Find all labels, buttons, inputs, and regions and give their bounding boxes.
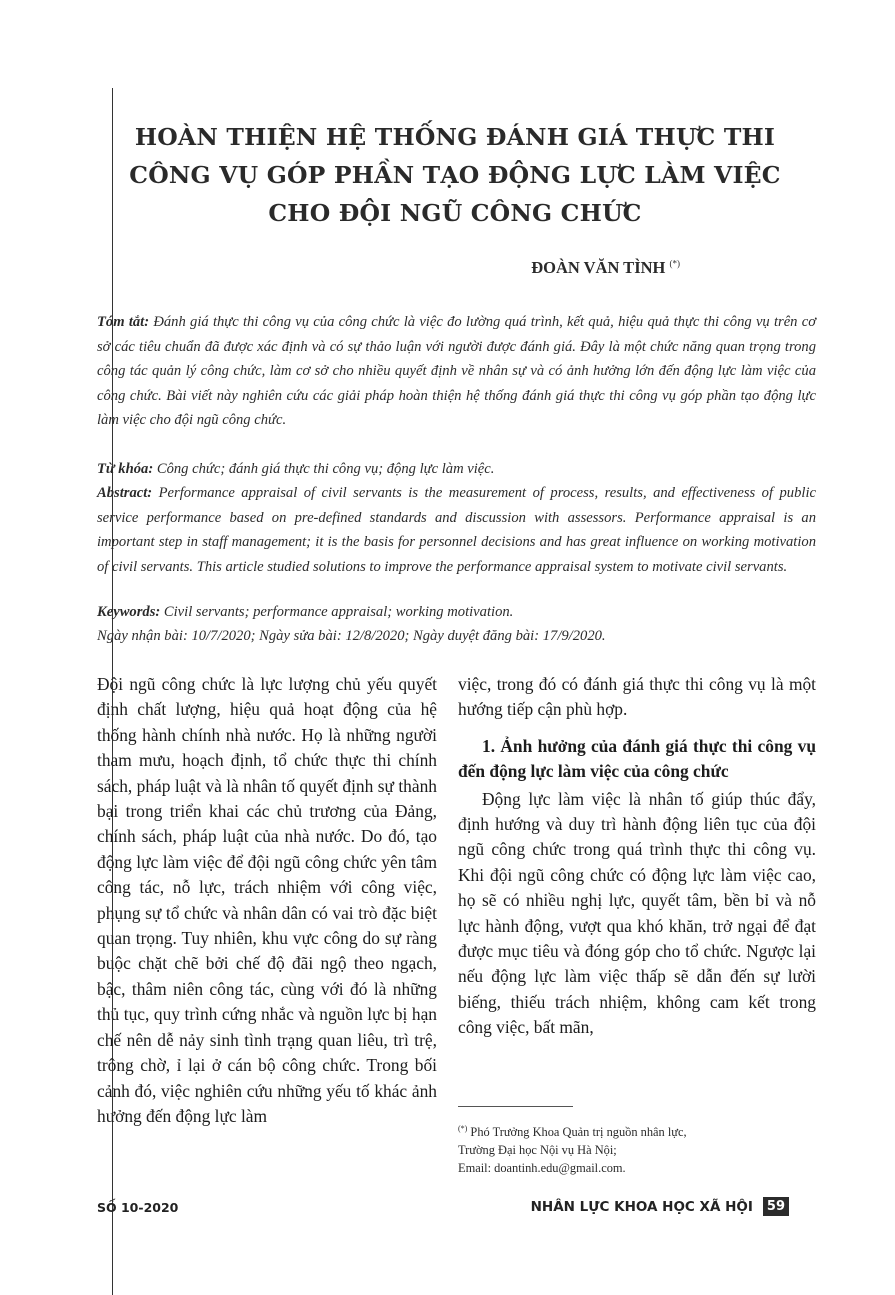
section-heading-1: 1. Ảnh hưởng của đánh giá thực thi công vụ đến động lực làm việc của công chức	[458, 735, 816, 782]
body-paragraph-1-continued: việc, trong đó có đánh giá thực thi công vụ là một hướng tiếp cận phù hợp.	[458, 674, 816, 720]
title-line-3: CHO ĐỘI NGŨ CÔNG CHỨC	[268, 199, 642, 227]
keywords-vn-label: Từ khóa:	[97, 461, 154, 477]
keywords-vn-text: Công chức; đánh giá thực thi công vụ; động lực làm việc.	[153, 461, 495, 477]
summary-text: Đánh giá thực thi công vụ của công chức là việc đo lường quá trình, kết quả, hiệu quả thực thi công vụ trên cơ sở các tiêu chuẩn đã được xác định và có sự thảo luận với người được đánh giá. Đây là một chức năng quan trọng trong công tác quản lý công chức, làm cơ sở cho nhiều quyết định về nhân sự và có ảnh hưởng lớn đến động lực làm việc của công chức. Bài viết này nghiên cứu các giải pháp hoàn thiện hệ thống đánh giá thực thi công vụ góp phần tạo động lực làm việc cho đội ngũ công chức.	[97, 314, 817, 428]
summary-vn	[97, 310, 816, 433]
summary-label: Tóm tắt:	[97, 314, 150, 330]
footnote-divider	[458, 1106, 573, 1107]
author	[531, 258, 680, 278]
author-footnote	[458, 1120, 816, 1177]
footnote-line-2: Trường Đại học Nội vụ Hà Nội;	[458, 1143, 617, 1158]
keywords-en	[97, 600, 816, 625]
footnote-email: Email: doantinh.edu@gmail.com.	[458, 1161, 626, 1176]
footnote-line-1	[458, 1120, 816, 1141]
keywords-vn	[97, 457, 816, 482]
abstract-text: Performance appraisal of civil servants is the measurement of process, results, and effectiveness of public service performance based on pre-defined standards and discussion with assessors. Performance appraisal is an important step in staff management; it is the basis for personnel decisions and has great influence on working motivation of civil servants. This article studied solutions to improve the performance appraisal system to motivate civil servants.	[97, 485, 816, 575]
page-number: 59	[763, 1197, 789, 1216]
issue-number: SỐ 10-2020	[97, 1200, 179, 1215]
body-left-column	[97, 672, 437, 1129]
keywords-en-label: Keywords:	[97, 604, 161, 620]
body-paragraph-1: Đội ngũ công chức là lực lượng chủ yếu quyết định chất lượng, hiệu quả hoạt động của hệ thống hành chính nhà nước. Họ là những người tham mưu, hoạch định, tổ chức thực thi chính sách, pháp luật và là nhân tố quyết định sự thành bại trong triển khai các chủ trương của Đảng, chính sách, pháp luật của nhà nước. Do đó, tạo động lực làm việc để đội ngũ công chức yên tâm công tác, nỗ lực, trách nhiệm với công việc, phụng sự tổ chức và nhân dân có vai trò đặc biệt quan trọng. Tuy nhiên, khu vực công do sự ràng buộc chặt chẽ bởi chế độ đãi ngộ theo ngạch, bậc, thâm niên công tác, cùng với đó là những thủ tục, quy trình cứng nhắc và nguồn lực bị hạn chế nên dễ nảy sinh tình trạng quan liêu, trì trệ, trông chờ, ỉ lại ở cán bộ công chức. Trong bối cảnh đó, việc nghiên cứu những yếu tố khác ảnh hưởng đến động lực làm	[97, 674, 437, 1126]
journal-footer	[531, 1197, 789, 1216]
submission-dates: Ngày nhận bài: 10/7/2020; Ngày sửa bài: 12/8/2020; Ngày duyệt đăng bài: 17/9/2020.	[97, 628, 606, 644]
author-footnote-mark: (*)	[669, 258, 680, 269]
title-line-1: HOÀN THIỆN HỆ THỐNG ĐÁNH GIÁ THỰC THI	[134, 123, 776, 151]
body-paragraph-2: Động lực làm việc là nhân tố giúp thúc đẩy, định hướng và duy trì hành động liên tục của đội ngũ công chức trong quá trình thực thi công vụ. Khi đội ngũ công chức có động lực làm việc cao, họ sẽ có nhiều nghị lực, quyết tâm, bền bỉ và nỗ lực hành động, vượt qua khó khăn, trở ngại để đạt được mục tiêu và đóng góp cho tổ chức. Ngược lại nếu động lực làm việc thấp sẽ dẫn đến sự lười biếng, thiếu trách nhiệm, không cam kết trong công việc, bất mãn,	[458, 788, 816, 1038]
body-right-column	[458, 672, 816, 1041]
footnote-mark: (*)	[458, 1124, 468, 1133]
title-line-2: CÔNG VỤ GÓP PHẦN TẠO ĐỘNG LỰC LÀM VIỆC	[129, 161, 781, 189]
keywords-en-text: Civil servants; performance appraisal; working motivation.	[160, 604, 514, 620]
abstract-en	[97, 481, 816, 579]
article-title	[100, 118, 810, 232]
author-name: ĐOÀN VĂN TÌNH	[531, 258, 666, 277]
abstract-label: Abstract:	[97, 485, 153, 501]
journal-name: NHÂN LỰC KHOA HỌC XÃ HỘI	[530, 1198, 753, 1215]
footnote-affiliation: Phó Trưởng Khoa Quản trị nguồn nhân lực,	[467, 1125, 687, 1140]
